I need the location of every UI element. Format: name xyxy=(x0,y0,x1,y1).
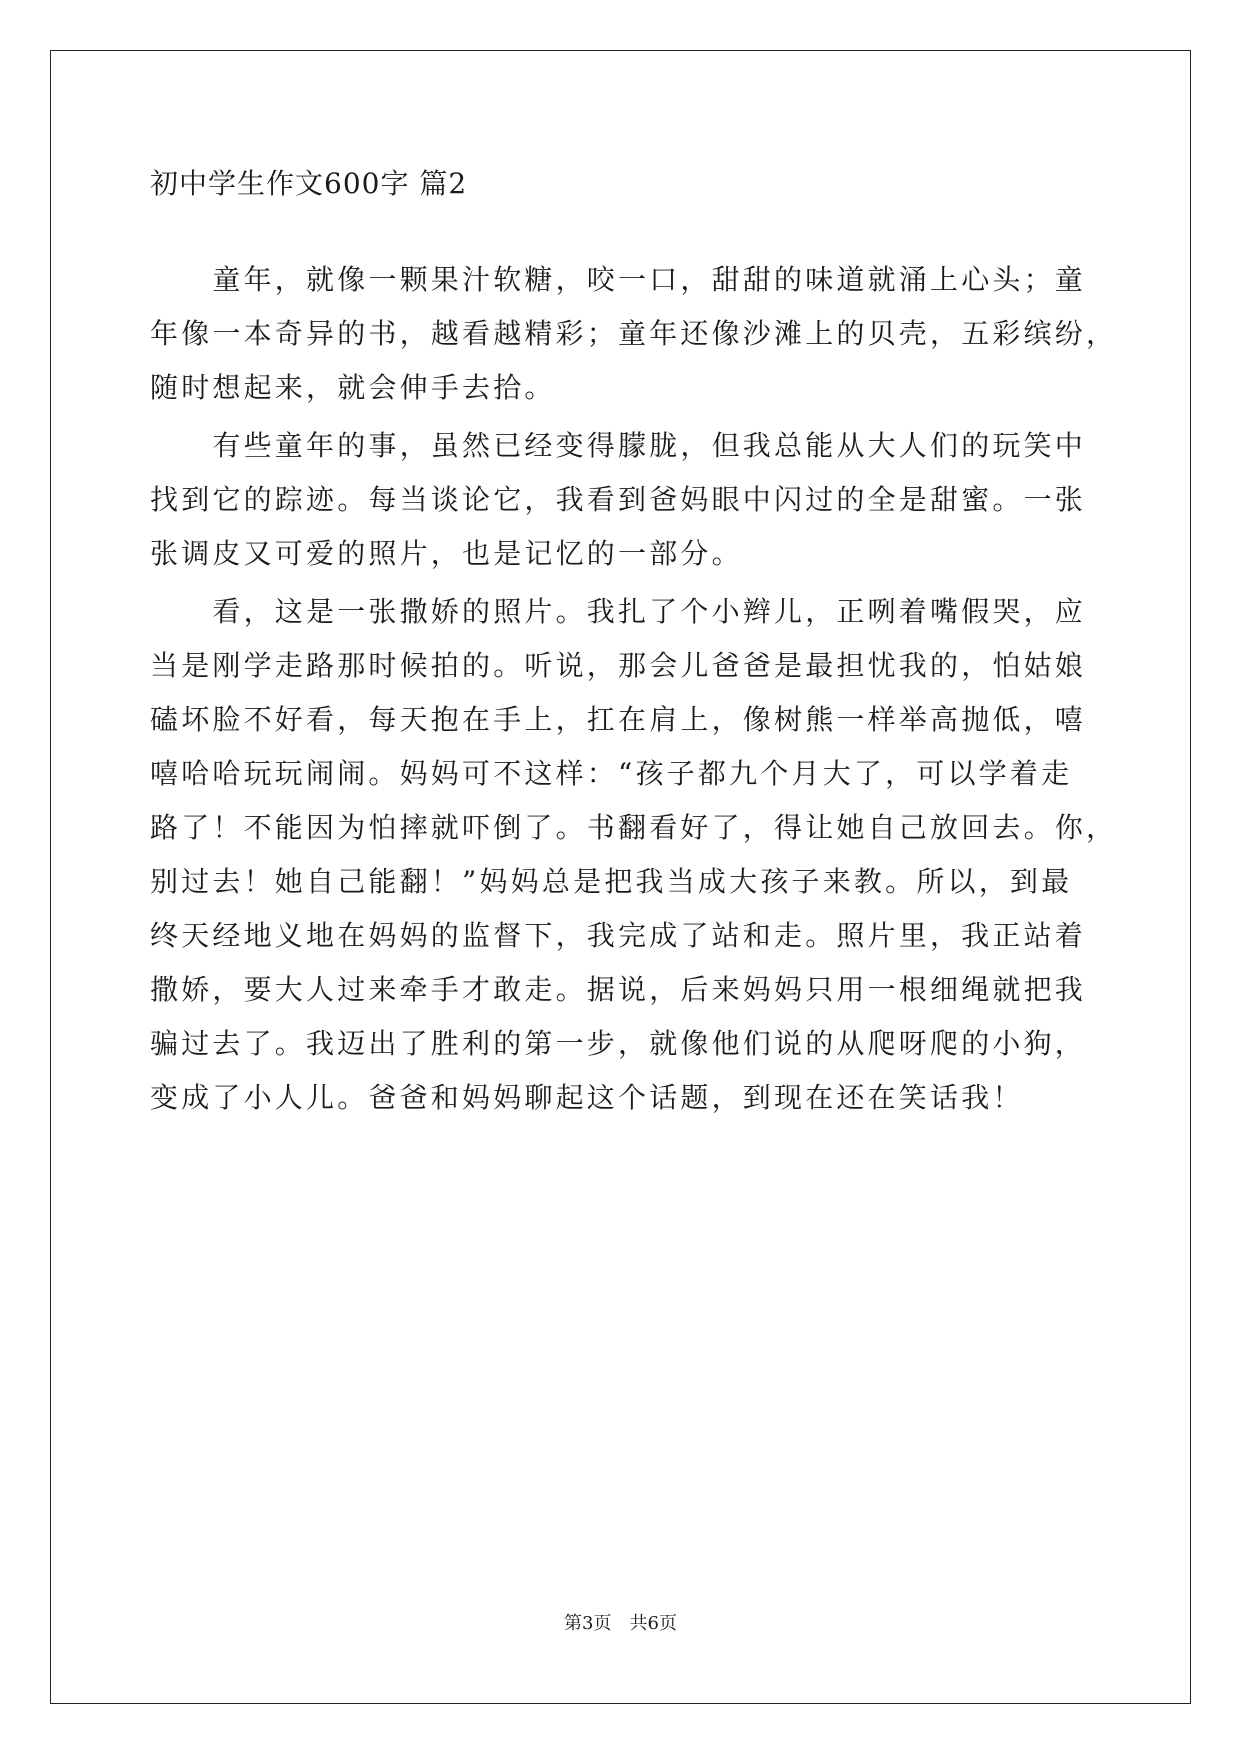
text-line: 看，这是一张撒娇的照片。我扎了个小辫儿，正咧着嘴假哭，应 xyxy=(150,595,1087,628)
text-line: 嘻哈哈玩玩闹闹。妈妈可不这样：“孩子都九个月大了，可以学着走 xyxy=(150,757,1073,790)
text-line: 张调皮又可爱的照片，也是记忆的一部分。 xyxy=(150,537,743,570)
text-line: 有些童年的事，虽然已经变得朦胧，但我总能从大人们的玩笑中 xyxy=(150,429,1087,462)
paragraph-2 xyxy=(150,419,1090,581)
text-line: 撒娇，要大人过来牵手才敢走。据说，后来妈妈只用一根细绳就把我 xyxy=(150,973,1087,1006)
text-line: 磕坏脸不好看，每天抱在手上，扛在肩上，像树熊一样举高抛低，嘻 xyxy=(150,703,1087,736)
text-line: 别过去！她自己能翻！”妈妈总是把我当成大孩子来教。所以，到最 xyxy=(150,865,1073,898)
text-line: 变成了小人儿。爸爸和妈妈聊起这个话题，到现在还在笑话我！ xyxy=(150,1081,1024,1114)
text-line: 当是刚学走路那时候拍的。听说，那会儿爸爸是最担忧我的，怕姑娘 xyxy=(150,649,1087,682)
text-line: 随时想起来，就会伸手去拾。 xyxy=(150,371,556,404)
essay-body xyxy=(150,253,1118,1129)
text-line: 路了！不能因为怕摔就吓倒了。书翻看好了，得让她自己放回去。你， xyxy=(150,811,1118,844)
page-number-footer: 第3页 共6页 xyxy=(564,1613,677,1634)
text-line: 终天经地义地在妈妈的监督下，我完成了站和走。照片里，我正站着 xyxy=(150,919,1087,952)
paragraph-3 xyxy=(150,585,1118,1125)
text-line: 年像一本奇异的书，越看越精彩；童年还像沙滩上的贝壳，五彩缤纷， xyxy=(150,317,1118,350)
text-line: 童年，就像一颗果汁软糖，咬一口，甜甜的味道就涌上心头；童 xyxy=(150,263,1087,296)
paragraph-1 xyxy=(150,253,1118,415)
document-title: 初中学生作文600字 篇2 xyxy=(150,167,468,200)
text-line: 找到它的踪迹。每当谈论它，我看到爸妈眼中闪过的全是甜蜜。一张 xyxy=(150,483,1087,516)
text-line: 骗过去了。我迈出了胜利的第一步，就像他们说的从爬呀爬的小狗， xyxy=(150,1027,1087,1060)
